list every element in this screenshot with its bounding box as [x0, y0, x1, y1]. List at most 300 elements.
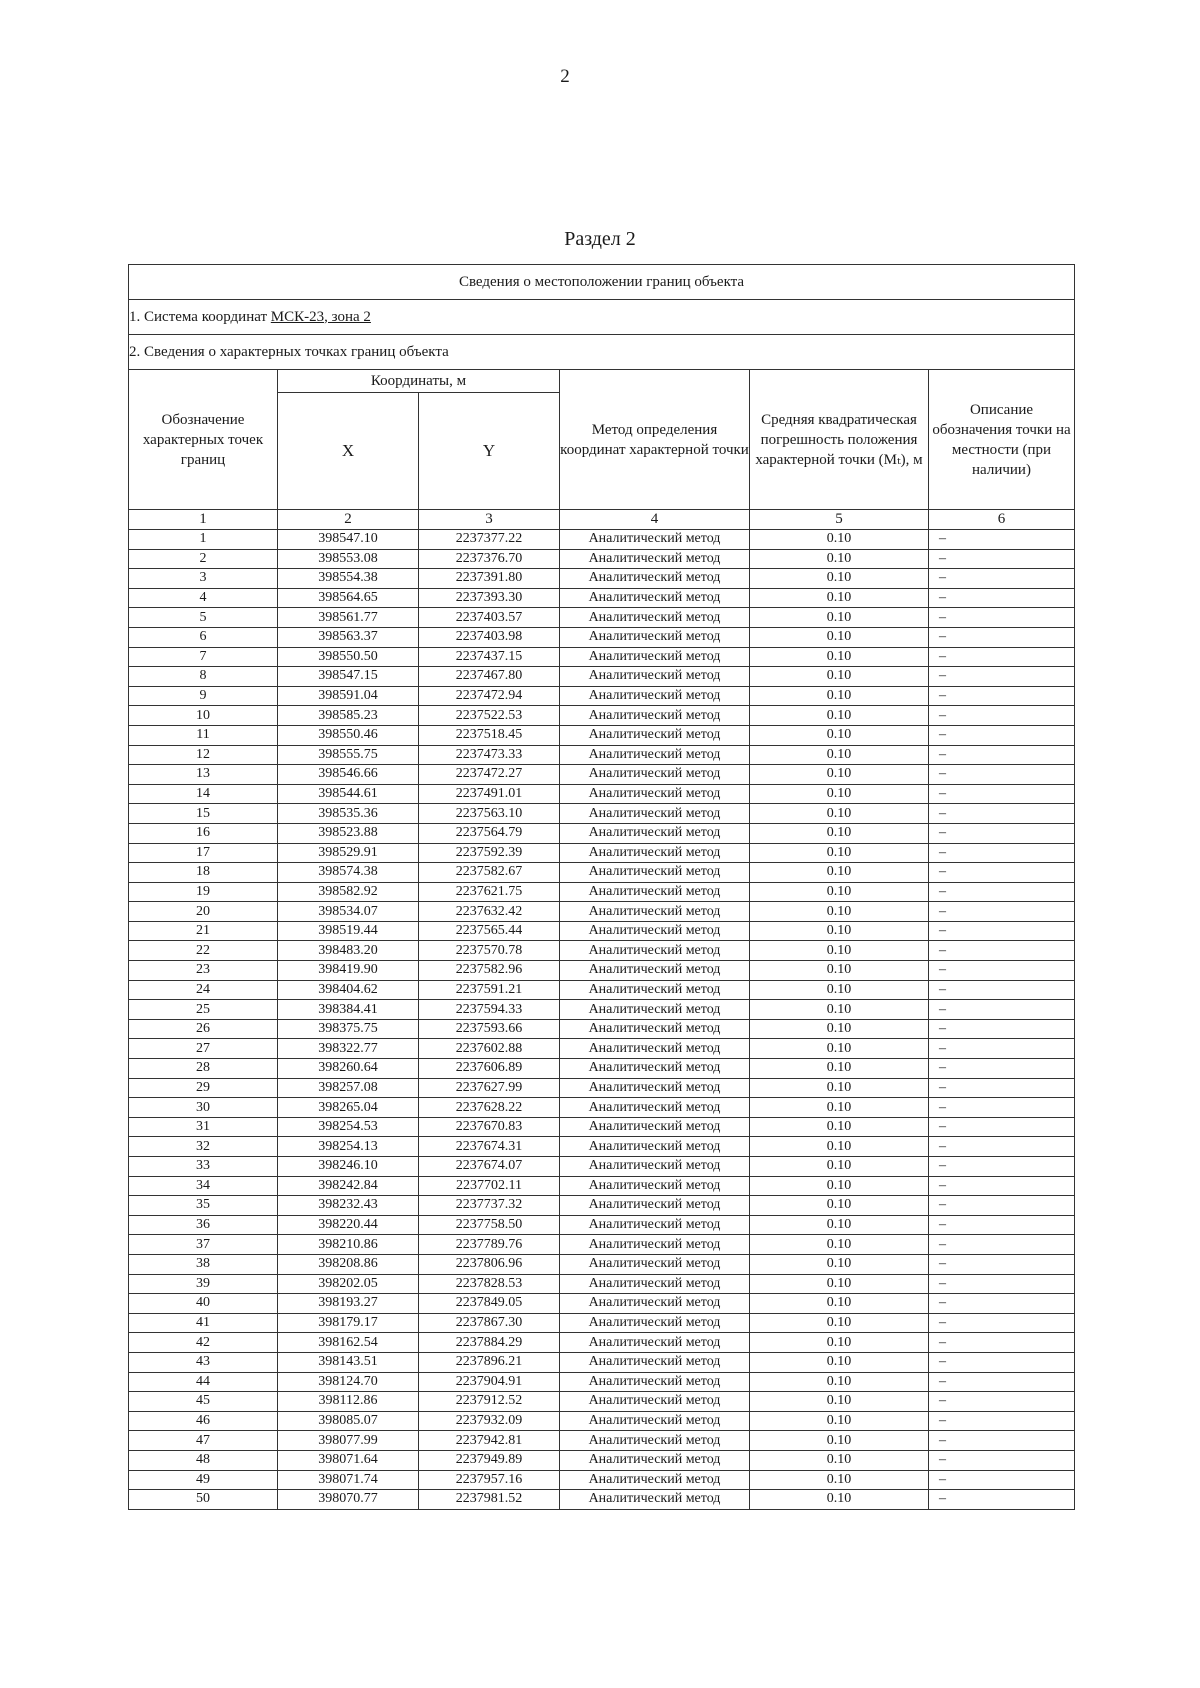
- cell-description: –: [929, 706, 1075, 726]
- cell-error: 0.10: [750, 745, 929, 765]
- cell-point-id: 22: [129, 941, 278, 961]
- cell-description: –: [929, 863, 1075, 883]
- cell-y: 2237912.52: [419, 1392, 560, 1412]
- cell-x: 398564.65: [278, 588, 419, 608]
- cell-y: 2237867.30: [419, 1313, 560, 1333]
- cell-method: Аналитический метод: [560, 686, 750, 706]
- table-row: [129, 1137, 1075, 1157]
- cell-error: 0.10: [750, 784, 929, 804]
- cell-method: Аналитический метод: [560, 961, 750, 981]
- table-row: [129, 1274, 1075, 1294]
- cell-x: 398254.53: [278, 1117, 419, 1137]
- cell-point-id: 14: [129, 784, 278, 804]
- table-row: [129, 647, 1075, 667]
- cell-point-id: 12: [129, 745, 278, 765]
- cell-y: 2237403.98: [419, 627, 560, 647]
- cell-error: 0.10: [750, 1078, 929, 1098]
- cell-point-id: 40: [129, 1294, 278, 1314]
- cell-y: 2237594.33: [419, 1000, 560, 1020]
- table-row: [129, 804, 1075, 824]
- cell-point-id: 15: [129, 804, 278, 824]
- cell-method: Аналитический метод: [560, 549, 750, 569]
- cell-method: Аналитический метод: [560, 745, 750, 765]
- cell-method: Аналитический метод: [560, 1392, 750, 1412]
- cell-description: –: [929, 765, 1075, 785]
- cell-description: –: [929, 1098, 1075, 1118]
- column-number: 2: [278, 510, 419, 530]
- cell-x: 398547.10: [278, 530, 419, 550]
- cell-method: Аналитический метод: [560, 980, 750, 1000]
- table-row: [129, 1157, 1075, 1177]
- cell-y: 2237674.31: [419, 1137, 560, 1157]
- cell-x: 398535.36: [278, 804, 419, 824]
- column-number: 3: [419, 510, 560, 530]
- cell-y: 2237472.27: [419, 765, 560, 785]
- cell-point-id: 47: [129, 1431, 278, 1451]
- table-row: [129, 1294, 1075, 1314]
- cell-description: –: [929, 1352, 1075, 1372]
- cell-error: 0.10: [750, 1333, 929, 1353]
- cell-error: 0.10: [750, 1352, 929, 1372]
- table-row: [129, 921, 1075, 941]
- cell-error: 0.10: [750, 1000, 929, 1020]
- cell-description: –: [929, 1490, 1075, 1510]
- cell-x: 398582.92: [278, 882, 419, 902]
- cell-method: Аналитический метод: [560, 530, 750, 550]
- coord-system-row: [129, 300, 1075, 335]
- cell-method: Аналитический метод: [560, 647, 750, 667]
- cell-error: 0.10: [750, 980, 929, 1000]
- table-row: [129, 608, 1075, 628]
- cell-error: 0.10: [750, 549, 929, 569]
- coord-system-label: 1. Система координат: [129, 308, 271, 325]
- table-row: [129, 530, 1075, 550]
- table-row: [129, 1117, 1075, 1137]
- cell-x: 398384.41: [278, 1000, 419, 1020]
- cell-y: 2237472.94: [419, 686, 560, 706]
- cell-error: 0.10: [750, 1470, 929, 1490]
- table-row: [129, 627, 1075, 647]
- cell-method: Аналитический метод: [560, 941, 750, 961]
- cell-y: 2237570.78: [419, 941, 560, 961]
- cell-error: 0.10: [750, 1039, 929, 1059]
- cell-description: –: [929, 980, 1075, 1000]
- cell-point-id: 10: [129, 706, 278, 726]
- cell-y: 2237674.07: [419, 1157, 560, 1177]
- cell-point-id: 28: [129, 1059, 278, 1079]
- cell-method: Аналитический метод: [560, 784, 750, 804]
- table-row: [129, 745, 1075, 765]
- cell-method: Аналитический метод: [560, 1078, 750, 1098]
- cell-description: –: [929, 1392, 1075, 1412]
- cell-error: 0.10: [750, 1176, 929, 1196]
- table-row: [129, 1254, 1075, 1274]
- cell-x: 398193.27: [278, 1294, 419, 1314]
- cell-description: –: [929, 961, 1075, 981]
- cell-description: –: [929, 627, 1075, 647]
- cell-x: 398554.38: [278, 569, 419, 589]
- cell-method: Аналитический метод: [560, 1333, 750, 1353]
- cell-x: 398246.10: [278, 1157, 419, 1177]
- cell-point-id: 23: [129, 961, 278, 981]
- cell-description: –: [929, 647, 1075, 667]
- cell-y: 2237942.81: [419, 1431, 560, 1451]
- cell-x: 398071.64: [278, 1450, 419, 1470]
- cell-point-id: 26: [129, 1019, 278, 1039]
- cell-y: 2237393.30: [419, 588, 560, 608]
- column-number: 1: [129, 510, 278, 530]
- cell-y: 2237806.96: [419, 1254, 560, 1274]
- cell-y: 2237828.53: [419, 1274, 560, 1294]
- cell-method: Аналитический метод: [560, 1019, 750, 1039]
- cell-error: 0.10: [750, 725, 929, 745]
- cell-x: 398529.91: [278, 843, 419, 863]
- coord-system-value: МСК-23, зона 2: [270, 308, 371, 325]
- cell-y: 2237522.53: [419, 706, 560, 726]
- table-row: [129, 1000, 1075, 1020]
- cell-point-id: 25: [129, 1000, 278, 1020]
- cell-method: Аналитический метод: [560, 588, 750, 608]
- cell-method: Аналитический метод: [560, 627, 750, 647]
- cell-method: Аналитический метод: [560, 823, 750, 843]
- cell-method: Аналитический метод: [560, 569, 750, 589]
- cell-description: –: [929, 1176, 1075, 1196]
- cell-error: 0.10: [750, 1196, 929, 1216]
- cell-error: 0.10: [750, 1313, 929, 1333]
- cell-method: Аналитический метод: [560, 1000, 750, 1020]
- cell-x: 398544.61: [278, 784, 419, 804]
- cell-y: 2237564.79: [419, 823, 560, 843]
- table-row: [129, 1352, 1075, 1372]
- cell-point-id: 8: [129, 667, 278, 687]
- cell-point-id: 6: [129, 627, 278, 647]
- cell-method: Аналитический метод: [560, 1450, 750, 1470]
- cell-description: –: [929, 1117, 1075, 1137]
- cell-y: 2237391.80: [419, 569, 560, 589]
- cell-y: 2237518.45: [419, 725, 560, 745]
- cell-point-id: 42: [129, 1333, 278, 1353]
- cell-point-id: 17: [129, 843, 278, 863]
- table-row: [129, 1039, 1075, 1059]
- cell-y: 2237628.22: [419, 1098, 560, 1118]
- cell-method: Аналитический метод: [560, 1176, 750, 1196]
- cell-error: 0.10: [750, 647, 929, 667]
- cell-description: –: [929, 843, 1075, 863]
- cell-x: 398077.99: [278, 1431, 419, 1451]
- table-row: [129, 1411, 1075, 1431]
- points-title: 2. Сведения о характерных точках границ объекта: [129, 335, 1075, 370]
- cell-description: –: [929, 941, 1075, 961]
- table-row: [129, 765, 1075, 785]
- cell-description: –: [929, 1431, 1075, 1451]
- cell-x: 398550.50: [278, 647, 419, 667]
- cell-description: –: [929, 1274, 1075, 1294]
- boundary-sheet: [128, 264, 1074, 1510]
- cell-y: 2237491.01: [419, 784, 560, 804]
- cell-error: 0.10: [750, 1157, 929, 1177]
- cell-error: 0.10: [750, 902, 929, 922]
- table-row: [129, 706, 1075, 726]
- table-row: [129, 961, 1075, 981]
- cell-x: 398162.54: [278, 1333, 419, 1353]
- cell-point-id: 19: [129, 882, 278, 902]
- cell-point-id: 2: [129, 549, 278, 569]
- cell-description: –: [929, 1411, 1075, 1431]
- cell-error: 0.10: [750, 1019, 929, 1039]
- cell-description: –: [929, 1157, 1075, 1177]
- table-body: [129, 530, 1075, 1510]
- cell-description: –: [929, 1078, 1075, 1098]
- cell-error: 0.10: [750, 1411, 929, 1431]
- cell-description: –: [929, 804, 1075, 824]
- cell-method: Аналитический метод: [560, 1157, 750, 1177]
- cell-x: 398404.62: [278, 980, 419, 1000]
- cell-point-id: 43: [129, 1352, 278, 1372]
- cell-x: 398555.75: [278, 745, 419, 765]
- cell-point-id: 1: [129, 530, 278, 550]
- cell-description: –: [929, 530, 1075, 550]
- cell-method: Аналитический метод: [560, 843, 750, 863]
- cell-description: –: [929, 882, 1075, 902]
- cell-point-id: 37: [129, 1235, 278, 1255]
- cell-x: 398561.77: [278, 608, 419, 628]
- table-row: [129, 1098, 1075, 1118]
- cell-x: 398322.77: [278, 1039, 419, 1059]
- cell-y: 2237592.39: [419, 843, 560, 863]
- cell-error: 0.10: [750, 1059, 929, 1079]
- cell-description: –: [929, 902, 1075, 922]
- cell-y: 2237632.42: [419, 902, 560, 922]
- cell-point-id: 49: [129, 1470, 278, 1490]
- cell-x: 398202.05: [278, 1274, 419, 1294]
- cell-method: Аналитический метод: [560, 1039, 750, 1059]
- cell-x: 398563.37: [278, 627, 419, 647]
- cell-description: –: [929, 1450, 1075, 1470]
- table-row: [129, 667, 1075, 687]
- cell-point-id: 39: [129, 1274, 278, 1294]
- table-row: [129, 1372, 1075, 1392]
- cell-error: 0.10: [750, 667, 929, 687]
- cell-y: 2237563.10: [419, 804, 560, 824]
- cell-error: 0.10: [750, 961, 929, 981]
- page-number: 2: [560, 66, 570, 87]
- cell-y: 2237896.21: [419, 1352, 560, 1372]
- cell-description: –: [929, 549, 1075, 569]
- cell-y: 2237582.96: [419, 961, 560, 981]
- header-method: Метод определения координат характерной точки: [560, 370, 750, 510]
- cell-method: Аналитический метод: [560, 1235, 750, 1255]
- cell-description: –: [929, 569, 1075, 589]
- cell-y: 2237377.22: [419, 530, 560, 550]
- cell-description: –: [929, 921, 1075, 941]
- cell-y: 2237627.99: [419, 1078, 560, 1098]
- table-row: [129, 1215, 1075, 1235]
- cell-x: 398546.66: [278, 765, 419, 785]
- cell-point-id: 31: [129, 1117, 278, 1137]
- cell-error: 0.10: [750, 823, 929, 843]
- cell-point-id: 30: [129, 1098, 278, 1118]
- cell-point-id: 36: [129, 1215, 278, 1235]
- table-row: [129, 1235, 1075, 1255]
- cell-y: 2237376.70: [419, 549, 560, 569]
- column-number: 5: [750, 510, 929, 530]
- cell-point-id: 46: [129, 1411, 278, 1431]
- cell-method: Аналитический метод: [560, 921, 750, 941]
- cell-error: 0.10: [750, 1137, 929, 1157]
- table-title: Сведения о местоположении границ объекта: [129, 265, 1075, 300]
- cell-error: 0.10: [750, 921, 929, 941]
- cell-error: 0.10: [750, 1372, 929, 1392]
- table-row: [129, 588, 1075, 608]
- cell-error: 0.10: [750, 863, 929, 883]
- cell-method: Аналитический метод: [560, 667, 750, 687]
- cell-description: –: [929, 1333, 1075, 1353]
- cell-method: Аналитический метод: [560, 608, 750, 628]
- cell-error: 0.10: [750, 1254, 929, 1274]
- cell-description: –: [929, 1470, 1075, 1490]
- cell-x: 398220.44: [278, 1215, 419, 1235]
- table-row: [129, 1470, 1075, 1490]
- cell-x: 398112.86: [278, 1392, 419, 1412]
- cell-y: 2237591.21: [419, 980, 560, 1000]
- cell-y: 2237702.11: [419, 1176, 560, 1196]
- table-row: [129, 725, 1075, 745]
- cell-x: 398242.84: [278, 1176, 419, 1196]
- cell-error: 0.10: [750, 588, 929, 608]
- cell-x: 398523.88: [278, 823, 419, 843]
- cell-method: Аналитический метод: [560, 1254, 750, 1274]
- cell-point-id: 35: [129, 1196, 278, 1216]
- cell-method: Аналитический метод: [560, 902, 750, 922]
- cell-x: 398232.43: [278, 1196, 419, 1216]
- cell-error: 0.10: [750, 1117, 929, 1137]
- table-row: [129, 1490, 1075, 1510]
- table-row: [129, 1313, 1075, 1333]
- cell-method: Аналитический метод: [560, 1117, 750, 1137]
- cell-error: 0.10: [750, 686, 929, 706]
- cell-point-id: 4: [129, 588, 278, 608]
- cell-description: –: [929, 1294, 1075, 1314]
- cell-point-id: 32: [129, 1137, 278, 1157]
- cell-y: 2237403.57: [419, 608, 560, 628]
- cell-y: 2237437.15: [419, 647, 560, 667]
- cell-error: 0.10: [750, 530, 929, 550]
- cell-x: 398574.38: [278, 863, 419, 883]
- cell-x: 398210.86: [278, 1235, 419, 1255]
- cell-description: –: [929, 608, 1075, 628]
- cell-y: 2237957.16: [419, 1470, 560, 1490]
- cell-x: 398483.20: [278, 941, 419, 961]
- cell-description: –: [929, 1235, 1075, 1255]
- table-row: [129, 941, 1075, 961]
- cell-error: 0.10: [750, 627, 929, 647]
- cell-x: 398519.44: [278, 921, 419, 941]
- cell-error: 0.10: [750, 882, 929, 902]
- cell-method: Аналитический метод: [560, 882, 750, 902]
- header-error: Средняя квадратическая погрешность положения характерной точки (Mₜ), м: [750, 370, 929, 510]
- cell-description: –: [929, 686, 1075, 706]
- cell-point-id: 29: [129, 1078, 278, 1098]
- header-description: Описание обозначения точки на местности (при наличии): [929, 370, 1075, 510]
- cell-y: 2237981.52: [419, 1490, 560, 1510]
- cell-y: 2237789.76: [419, 1235, 560, 1255]
- cell-error: 0.10: [750, 1294, 929, 1314]
- cell-description: –: [929, 1196, 1075, 1216]
- cell-x: 398375.75: [278, 1019, 419, 1039]
- cell-y: 2237932.09: [419, 1411, 560, 1431]
- table-row: [129, 1059, 1075, 1079]
- table-row: [129, 863, 1075, 883]
- cell-point-id: 45: [129, 1392, 278, 1412]
- table-row: [129, 1333, 1075, 1353]
- cell-y: 2237904.91: [419, 1372, 560, 1392]
- cell-error: 0.10: [750, 608, 929, 628]
- cell-point-id: 44: [129, 1372, 278, 1392]
- cell-method: Аналитический метод: [560, 765, 750, 785]
- cell-description: –: [929, 588, 1075, 608]
- cell-method: Аналитический метод: [560, 1431, 750, 1451]
- cell-description: –: [929, 1215, 1075, 1235]
- cell-point-id: 21: [129, 921, 278, 941]
- column-number: 4: [560, 510, 750, 530]
- header-coords: Координаты, м: [278, 370, 560, 393]
- table-row: [129, 882, 1075, 902]
- cell-description: –: [929, 1313, 1075, 1333]
- cell-method: Аналитический метод: [560, 1294, 750, 1314]
- cell-x: 398550.46: [278, 725, 419, 745]
- cell-x: 398257.08: [278, 1078, 419, 1098]
- table-row: [129, 1392, 1075, 1412]
- cell-point-id: 48: [129, 1450, 278, 1470]
- cell-point-id: 5: [129, 608, 278, 628]
- table-row: [129, 549, 1075, 569]
- cell-method: Аналитический метод: [560, 1196, 750, 1216]
- cell-point-id: 27: [129, 1039, 278, 1059]
- cell-x: 398260.64: [278, 1059, 419, 1079]
- cell-y: 2237582.67: [419, 863, 560, 883]
- cell-error: 0.10: [750, 1098, 929, 1118]
- header-x: X: [278, 393, 419, 510]
- cell-method: Аналитический метод: [560, 1059, 750, 1079]
- cell-point-id: 24: [129, 980, 278, 1000]
- cell-method: Аналитический метод: [560, 1137, 750, 1157]
- cell-error: 0.10: [750, 569, 929, 589]
- cell-description: –: [929, 725, 1075, 745]
- cell-point-id: 38: [129, 1254, 278, 1274]
- cell-y: 2237467.80: [419, 667, 560, 687]
- cell-method: Аналитический метод: [560, 725, 750, 745]
- table-row: [129, 1019, 1075, 1039]
- cell-description: –: [929, 784, 1075, 804]
- cell-error: 0.10: [750, 706, 929, 726]
- cell-point-id: 9: [129, 686, 278, 706]
- table-row: [129, 1176, 1075, 1196]
- column-number: 6: [929, 510, 1075, 530]
- cell-y: 2237737.32: [419, 1196, 560, 1216]
- cell-method: Аналитический метод: [560, 1490, 750, 1510]
- cell-error: 0.10: [750, 1215, 929, 1235]
- cell-x: 398254.13: [278, 1137, 419, 1157]
- cell-method: Аналитический метод: [560, 706, 750, 726]
- cell-description: –: [929, 1137, 1075, 1157]
- cell-y: 2237670.83: [419, 1117, 560, 1137]
- cell-error: 0.10: [750, 804, 929, 824]
- cell-point-id: 11: [129, 725, 278, 745]
- cell-y: 2237884.29: [419, 1333, 560, 1353]
- cell-y: 2237473.33: [419, 745, 560, 765]
- cell-point-id: 16: [129, 823, 278, 843]
- cell-point-id: 33: [129, 1157, 278, 1177]
